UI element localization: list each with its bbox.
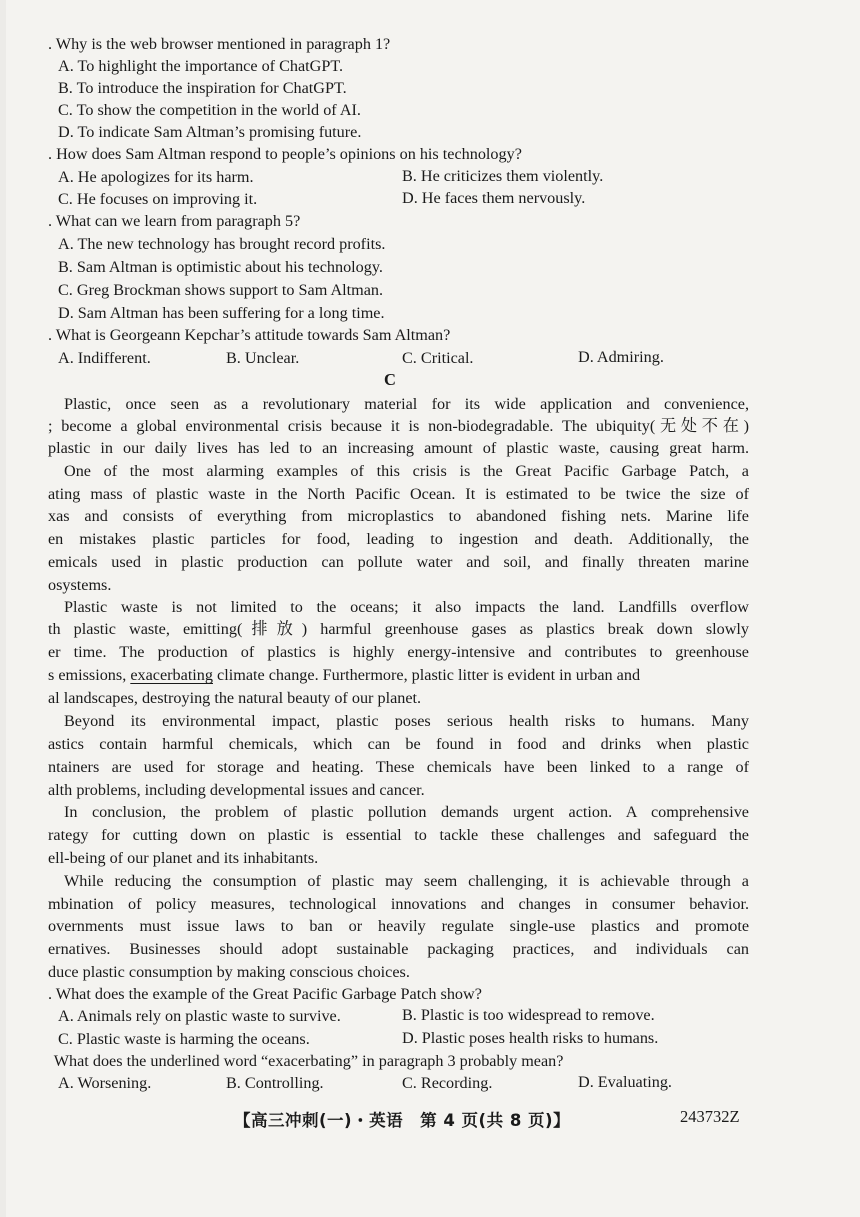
passage-line: er time. The production of plastics is highly energy-intensive and contributes to greenhouse [48, 643, 749, 661]
passage-line: overnments must issue laws to ban or heavily regulate single-use plastics and promote [48, 917, 749, 935]
passage-line: al landscapes, destroying the natural beauty of our planet. [48, 689, 422, 707]
passage-line: plastic in our daily lives has led to an increasing amount of plastic waste, causing great harm. [48, 439, 749, 457]
option: A. Indifferent. [58, 349, 151, 367]
question-stem [50, 1050, 563, 1072]
passage-line: rategy for cutting down on plastic is essential to tackle these challenges and safeguard the [48, 826, 749, 844]
option: D. Admiring. [578, 348, 664, 366]
passage-line: Plastic waste is not limited to the oceans; it also impacts the land. Landfills overflow [64, 598, 749, 616]
question-stem: . What does the example of the Great Pacific Garbage Patch show? [48, 985, 482, 1003]
option: B. Plastic is too widespread to remove. [402, 1006, 655, 1024]
passage-text: climate change. Furthermore, plastic litter is evident in urban and [213, 666, 641, 684]
option: D. Sam Altman has been suffering for a long time. [58, 304, 385, 322]
option: D. Evaluating. [578, 1073, 672, 1091]
stem-text: in paragraph 3 probably mean? [358, 1052, 564, 1070]
passage-line: One of the most alarming examples of this crisis is the Great Pacific Garbage Patch, a [64, 462, 749, 480]
option: D. He faces them nervously. [402, 189, 586, 207]
option: B. Sam Altman is optimistic about his technology. [58, 258, 383, 276]
option: D. Plastic poses health risks to humans. [402, 1029, 659, 1047]
question-stem: . How does Sam Altman respond to people’s opinions on his technology? [48, 145, 522, 163]
passage-line: In conclusion, the problem of plastic pollution demands urgent action. A comprehensive [64, 803, 749, 821]
passage-line: astics contain harmful chemicals, which can be found in food and drinks when plastic [48, 735, 749, 753]
option: B. Controlling. [226, 1074, 324, 1092]
passage-line: xas and consists of everything from microplastics to abandoned fishing nets. Marine life [48, 507, 749, 525]
scan-edge [0, 0, 6, 1217]
passage-line-underlined [48, 664, 749, 686]
passage-line: ntainers are used for storage and heating. These chemicals have been linked to a range of [48, 758, 749, 776]
passage-line: ating mass of plastic waste in the North Pacific Ocean. It is estimated to be twice the size of [48, 485, 749, 503]
passage-line: duce plastic consumption by making conscious choices. [48, 963, 410, 981]
option: B. He criticizes them violently. [402, 167, 604, 185]
underlined-word: exacerbating [130, 666, 213, 684]
passage-line: Beyond its environmental impact, plastic poses serious health risks to humans. Many [64, 712, 749, 730]
question-stem: . Why is the web browser mentioned in paragraph 1? [48, 35, 391, 53]
option: A. The new technology has brought record profits. [58, 235, 386, 253]
option: D. To indicate Sam Altman’s promising future. [58, 123, 362, 141]
page-footer-title: 【高三冲刺(一)・英语 第 4 页(共 8 页)】 [234, 1111, 571, 1130]
option: C. He focuses on improving it. [58, 190, 258, 208]
stem-word: “exacerbating” [260, 1052, 359, 1070]
option: C. Critical. [402, 349, 474, 367]
passage-line: en mistakes plastic particles for food, leading to ingestion and death. Additionally, the [48, 530, 749, 548]
passage-line: emicals used in plastic production can pollute water and soil, and finally threaten marine [48, 553, 749, 571]
passage-line: ernatives. Businesses should adopt sustainable packaging practices, and individuals can [48, 940, 749, 958]
passage-line: While reducing the consumption of plastic may seem challenging, it is achievable through a [64, 872, 749, 890]
option: B. Unclear. [226, 349, 300, 367]
passage-line: th plastic waste, emitting(排放) harmful greenhouse gases as plastics break down slowly [48, 620, 749, 638]
option: C. Greg Brockman shows support to Sam Altman. [58, 281, 384, 299]
passage-line: alth problems, including developmental issues and cancer. [48, 781, 425, 799]
section-letter: C [384, 370, 396, 389]
option: A. Animals rely on plastic waste to survive. [58, 1007, 341, 1025]
passage-line: mbination of policy measures, technological innovations and changes in consumer behavior. [48, 895, 749, 913]
option: A. To highlight the importance of ChatGPT. [58, 57, 344, 75]
passage-line: ell-being of our planet and its inhabitants. [48, 849, 319, 867]
option: A. Worsening. [58, 1074, 152, 1092]
option: C. Recording. [402, 1074, 493, 1092]
option: C. Plastic waste is harming the oceans. [58, 1030, 310, 1048]
question-stem: . What is Georgeann Kepchar’s attitude towards Sam Altman? [48, 326, 451, 344]
stem-text: What does the underlined word [50, 1052, 261, 1070]
option: C. To show the competition in the world of AI. [58, 101, 361, 119]
option: B. To introduce the inspiration for ChatGPT. [58, 79, 347, 97]
passage-line: Plastic, once seen as a revolutionary material for its wide application and convenience, [64, 395, 749, 413]
passage-text: s emissions, [48, 666, 131, 684]
question-stem: . What can we learn from paragraph 5? [48, 212, 301, 230]
passage-line: osystems. [48, 576, 112, 594]
passage-line: ; become a global environmental crisis because it is non-biodegradable. The ubiquity(无处不在) [48, 417, 749, 435]
page-footer-code: 243732Z [680, 1107, 740, 1126]
option: A. He apologizes for its harm. [58, 168, 254, 186]
